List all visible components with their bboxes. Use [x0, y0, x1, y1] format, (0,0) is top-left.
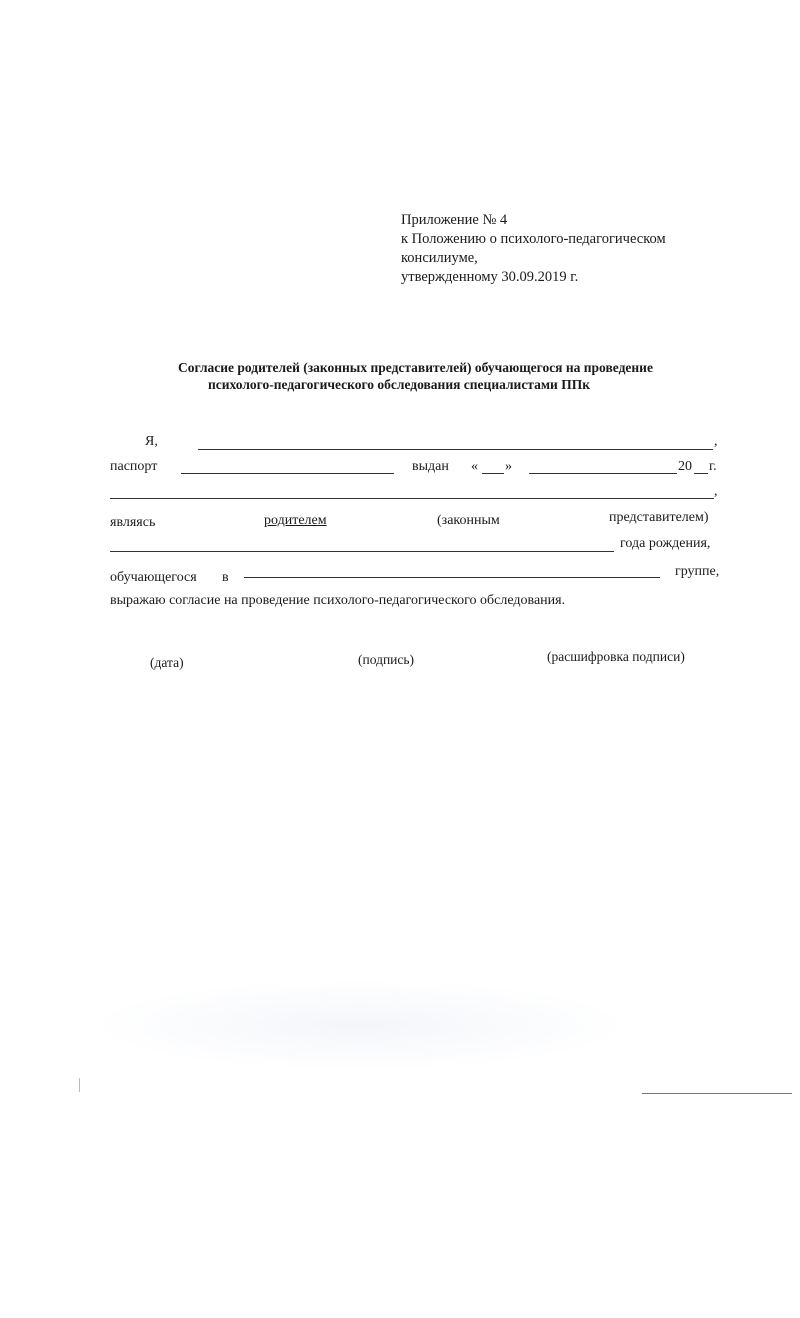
- scan-edge-line: [642, 1093, 792, 1094]
- scan-shadow: [90, 980, 630, 1070]
- label-passport: паспорт: [110, 459, 158, 474]
- issue-day-field[interactable]: [482, 473, 504, 474]
- issuer-field[interactable]: [110, 498, 714, 499]
- label-being: являясь: [110, 515, 156, 530]
- label-legal: (законным: [437, 513, 500, 528]
- label-signature-decoding: (расшифровка подписи): [547, 649, 685, 664]
- issue-month-field[interactable]: [529, 473, 677, 474]
- label-student: обучающегося: [110, 570, 197, 585]
- year-suffix: г.: [709, 459, 717, 474]
- label-issued: выдан: [412, 459, 449, 474]
- issue-year-field[interactable]: [694, 473, 708, 474]
- title-line-2: психолого-педагогического обследования специалистами ППк: [208, 377, 590, 392]
- label-date: (дата): [150, 655, 184, 670]
- comma-2: ,: [714, 484, 718, 499]
- label-parent: родителем: [264, 513, 327, 528]
- consent-text: выражаю согласие на проведение психолого-педагогического обследования.: [110, 593, 566, 608]
- label-signature: (подпись): [358, 652, 415, 667]
- title-line-1: Согласие родителей (законных представителей) обучающегося на проведение: [178, 360, 653, 375]
- appendix-header: [401, 211, 666, 287]
- appendix-approval-date: утвержденному 30.09.2019 г.: [401, 269, 579, 285]
- label-group: группе,: [675, 564, 720, 579]
- appendix-reference-cont: консилиуме,: [401, 250, 478, 266]
- label-ya: Я,: [145, 434, 158, 449]
- label-birth-year: года рождения,: [620, 536, 711, 551]
- quote-close: »: [505, 459, 512, 474]
- passport-number-field[interactable]: [181, 473, 394, 474]
- scan-margin-mark: [79, 1078, 80, 1092]
- full-name-field[interactable]: [198, 449, 713, 450]
- appendix-number: Приложение № 4: [401, 212, 508, 228]
- quote-open: «: [471, 459, 478, 474]
- appendix-reference: к Положению о психолого-педагогическом: [401, 231, 666, 247]
- student-name-field[interactable]: [110, 551, 614, 552]
- year-prefix: 20: [678, 459, 692, 474]
- label-in: в: [222, 570, 229, 585]
- label-representative: представителем): [609, 510, 709, 525]
- group-field[interactable]: [244, 577, 660, 578]
- comma-1: ,: [714, 434, 718, 449]
